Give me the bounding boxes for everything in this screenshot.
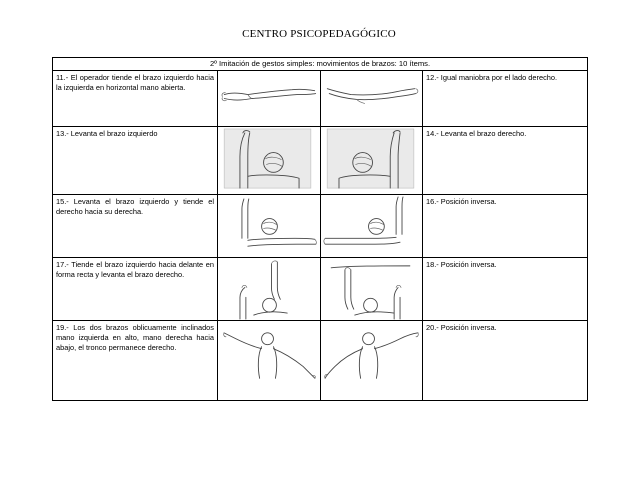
table-caption-row bbox=[53, 58, 588, 71]
item-18-figure bbox=[321, 258, 423, 321]
item-16-figure bbox=[321, 195, 423, 258]
table-row bbox=[53, 258, 588, 321]
item-20-text: 20.- Posición inversa. bbox=[423, 321, 588, 401]
table-caption: 2º Imitación de gestos simples: movimientos de brazos: 10 ítems. bbox=[53, 58, 588, 71]
item-16-text: 16.- Posición inversa. bbox=[423, 195, 588, 258]
item-14-figure bbox=[321, 127, 423, 195]
raise-left-arm-drawing bbox=[218, 127, 320, 194]
table-row bbox=[53, 71, 588, 127]
item-17-text: 17.- Tiende el brazo izquierdo hacia delante en forma recta y levanta el brazo derecho. bbox=[53, 258, 218, 321]
item-15-text: 15.- Levanta el brazo izquierdo y tiende el derecho hacia su derecha. bbox=[53, 195, 218, 258]
left-forward-right-up-drawing bbox=[218, 258, 320, 320]
item-14-text: 14.- Levanta el brazo derecho. bbox=[423, 127, 588, 195]
item-11-figure bbox=[218, 71, 321, 127]
item-12-text: 12.- Igual maniobra por el lado derecho. bbox=[423, 71, 588, 127]
item-11-text: 11.- El operador tiende el brazo izquierdo hacia la izquierda en horizontal mano abierta. bbox=[53, 71, 218, 127]
item-15-figure bbox=[218, 195, 321, 258]
item-18-text: 18.- Posición inversa. bbox=[423, 258, 588, 321]
arm-left-horizontal-drawing bbox=[218, 71, 320, 126]
table-row bbox=[53, 195, 588, 258]
item-12-figure bbox=[321, 71, 423, 127]
item-20-figure bbox=[321, 321, 423, 401]
item-13-figure bbox=[218, 127, 321, 195]
items-table bbox=[52, 57, 588, 401]
item-17-figure bbox=[218, 258, 321, 321]
left-up-right-side-drawing bbox=[218, 195, 320, 257]
oblique-arms-drawing bbox=[218, 321, 320, 400]
inverse-position-drawing bbox=[321, 195, 422, 257]
raise-right-arm-drawing bbox=[321, 127, 422, 194]
item-19-text: 19.- Los dos brazos oblicuamente inclinados mano izquierda en alto, mano derecha hacia abajo, el tronco permanece derecho. bbox=[53, 321, 218, 401]
arm-right-horizontal-drawing bbox=[321, 71, 422, 126]
inverse-position-drawing bbox=[321, 321, 422, 400]
table-row bbox=[53, 127, 588, 195]
inverse-position-drawing bbox=[321, 258, 422, 320]
table-row bbox=[53, 321, 588, 401]
page-title: CENTRO PSICOPEDAGÓGICO bbox=[242, 28, 396, 40]
item-19-figure bbox=[218, 321, 321, 401]
item-13-text: 13.- Levanta el brazo izquierdo bbox=[53, 127, 218, 195]
